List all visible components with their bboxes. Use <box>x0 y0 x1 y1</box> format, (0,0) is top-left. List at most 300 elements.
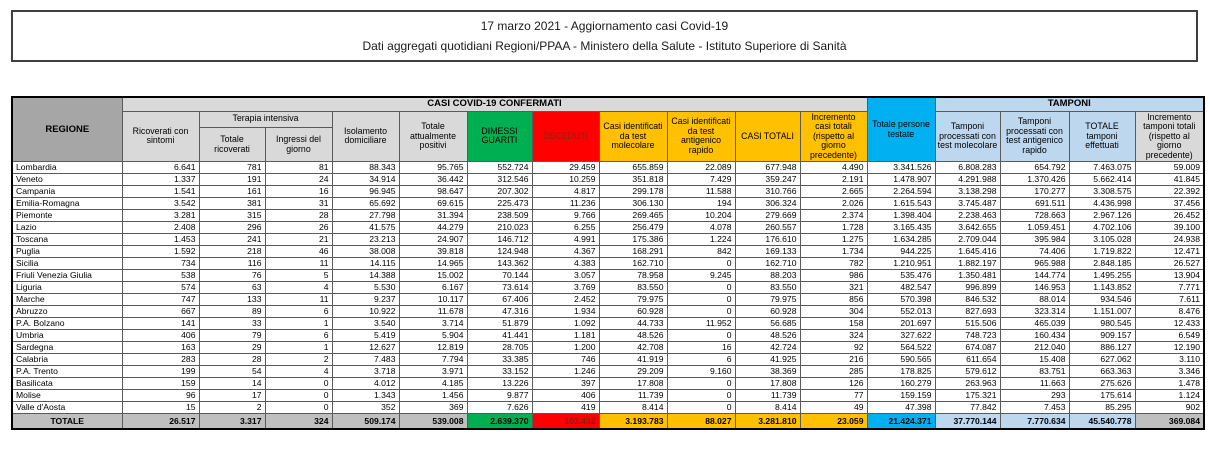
cell-deceduti: 746 <box>532 354 599 366</box>
cell-testate: 535.476 <box>867 270 935 282</box>
cell-incr-casi: 324 <box>800 330 867 342</box>
cell-guariti: 70.144 <box>467 270 532 282</box>
cell-positivi: 12.819 <box>399 342 467 354</box>
cell-deceduti: 419 <box>532 402 599 414</box>
cell-guariti: 210.023 <box>467 222 532 234</box>
cell-isolamento: 509.174 <box>332 414 399 430</box>
column-header-terapia-totale: Totale ricoverati <box>199 127 265 162</box>
cell-incr-casi: 321 <box>800 282 867 294</box>
cell-casi-mol: 79.975 <box>599 294 667 306</box>
cell-terapia-tot: 781 <box>199 162 265 174</box>
cell-casi-mol: 3.193.783 <box>599 414 667 430</box>
cell-tamp-ant: 1.059.451 <box>1000 222 1069 234</box>
region-name-cell: Sicilia <box>12 258 122 270</box>
cell-tamp-mol: 3.745.487 <box>935 198 1000 210</box>
region-name-cell: P.A. Trento <box>12 366 122 378</box>
cell-positivi: 10.117 <box>399 294 467 306</box>
cell-isolamento: 41.575 <box>332 222 399 234</box>
cell-incr-casi: 23.059 <box>800 414 867 430</box>
cell-ricoverati: 26.517 <box>122 414 199 430</box>
cell-casi-ant: 842 <box>667 246 735 258</box>
cell-positivi: 39.818 <box>399 246 467 258</box>
cell-isolamento: 5.419 <box>332 330 399 342</box>
cell-casi-ant: 194 <box>667 198 735 210</box>
cell-testate: 3.341.526 <box>867 162 935 174</box>
cell-positivi: 36.442 <box>399 174 467 186</box>
cell-casi-mol: 44.733 <box>599 318 667 330</box>
cell-tamp-tot: 5.662.414 <box>1069 174 1135 186</box>
cell-terapia-tot: 381 <box>199 198 265 210</box>
cell-guariti: 41.441 <box>467 330 532 342</box>
cell-positivi: 5.904 <box>399 330 467 342</box>
cell-incr-tamp: 59.009 <box>1135 162 1204 174</box>
cell-terapia-tot: 3.317 <box>199 414 265 430</box>
table-row <box>12 198 1204 210</box>
cell-tamp-ant: 395.984 <box>1000 234 1069 246</box>
column-header-regione: REGIONE <box>12 97 122 162</box>
cell-tamp-mol: 515.506 <box>935 318 1000 330</box>
cell-terapia-tot: 133 <box>199 294 265 306</box>
cell-ricoverati: 406 <box>122 330 199 342</box>
table-row <box>12 402 1204 414</box>
cell-incr-tamp: 3.110 <box>1135 354 1204 366</box>
cell-isolamento: 1.343 <box>332 390 399 402</box>
cell-incr-tamp: 39.100 <box>1135 222 1204 234</box>
column-header-isolamento: Isolamento domiciliare <box>332 111 399 162</box>
cell-tamp-tot: 886.127 <box>1069 342 1135 354</box>
cell-casi-ant: 11.952 <box>667 318 735 330</box>
region-name-cell: Umbria <box>12 330 122 342</box>
cell-positivi: 69.615 <box>399 198 467 210</box>
cell-deceduti: 397 <box>532 378 599 390</box>
cell-casi-mol: 11.739 <box>599 390 667 402</box>
cell-casi-tot: 42.724 <box>735 342 800 354</box>
cell-incr-tamp: 41.845 <box>1135 174 1204 186</box>
table-row <box>12 246 1204 258</box>
cell-positivi: 6.167 <box>399 282 467 294</box>
table-row <box>12 342 1204 354</box>
cell-terapia-ing: 5 <box>265 270 332 282</box>
cell-isolamento: 12.627 <box>332 342 399 354</box>
cell-guariti: 33.385 <box>467 354 532 366</box>
cell-terapia-ing: 81 <box>265 162 332 174</box>
cell-tamp-tot: 1.151.007 <box>1069 306 1135 318</box>
cell-incr-casi: 77 <box>800 390 867 402</box>
cell-terapia-ing: 324 <box>265 414 332 430</box>
cell-tamp-ant: 15.408 <box>1000 354 1069 366</box>
cell-tamp-ant: 1.370.426 <box>1000 174 1069 186</box>
cell-incr-casi: 2.026 <box>800 198 867 210</box>
cell-ricoverati: 163 <box>122 342 199 354</box>
cell-isolamento: 14.388 <box>332 270 399 282</box>
cell-casi-mol: 42.708 <box>599 342 667 354</box>
cell-casi-ant: 4.078 <box>667 222 735 234</box>
cell-ricoverati: 1.592 <box>122 246 199 258</box>
region-name-cell: Piemonte <box>12 210 122 222</box>
cell-isolamento: 10.922 <box>332 306 399 318</box>
cell-guariti: 73.614 <box>467 282 532 294</box>
cell-casi-tot: 8.414 <box>735 402 800 414</box>
cell-incr-casi: 92 <box>800 342 867 354</box>
cell-guariti: 47.316 <box>467 306 532 318</box>
cell-isolamento: 34.914 <box>332 174 399 186</box>
cell-casi-mol: 306.130 <box>599 198 667 210</box>
cell-casi-mol: 60.928 <box>599 306 667 318</box>
cell-testate: 1.398.404 <box>867 210 935 222</box>
cell-casi-tot: 169.133 <box>735 246 800 258</box>
column-header-incremento-casi: Incremento casi totali (rispetto al giorno precedente) <box>800 111 867 162</box>
cell-incr-tamp: 12.190 <box>1135 342 1204 354</box>
cell-terapia-tot: 218 <box>199 246 265 258</box>
cell-terapia-tot: 191 <box>199 174 265 186</box>
region-name-cell: Abruzzo <box>12 306 122 318</box>
cell-casi-ant: 88.027 <box>667 414 735 430</box>
region-name-cell: Calabria <box>12 354 122 366</box>
cell-deceduti: 29.459 <box>532 162 599 174</box>
cell-incr-tamp: 3.346 <box>1135 366 1204 378</box>
cell-casi-tot: 162.710 <box>735 258 800 270</box>
cell-incr-casi: 986 <box>800 270 867 282</box>
column-header-attualmente-positivi: Totale attualmente positivi <box>399 111 467 162</box>
cell-incr-casi: 49 <box>800 402 867 414</box>
cell-incr-tamp: 902 <box>1135 402 1204 414</box>
cell-isolamento: 9.237 <box>332 294 399 306</box>
cell-deceduti: 1.092 <box>532 318 599 330</box>
cell-guariti: 67.406 <box>467 294 532 306</box>
cell-tamp-ant: 965.988 <box>1000 258 1069 270</box>
cell-positivi: 4.185 <box>399 378 467 390</box>
cell-tamp-tot: 1.495.255 <box>1069 270 1135 282</box>
cell-tamp-ant: 83.751 <box>1000 366 1069 378</box>
cell-tamp-ant: 212.040 <box>1000 342 1069 354</box>
cell-tamp-tot: 3.105.028 <box>1069 234 1135 246</box>
table-row <box>12 330 1204 342</box>
cell-casi-ant: 0 <box>667 294 735 306</box>
cell-tamp-tot: 980.545 <box>1069 318 1135 330</box>
cell-casi-ant: 7.429 <box>667 174 735 186</box>
cell-tamp-mol: 4.291.988 <box>935 174 1000 186</box>
cell-positivi: 24.907 <box>399 234 467 246</box>
cell-isolamento: 352 <box>332 402 399 414</box>
cell-terapia-ing: 28 <box>265 210 332 222</box>
cell-tamp-ant: 728.663 <box>1000 210 1069 222</box>
cell-casi-ant: 1.224 <box>667 234 735 246</box>
cell-terapia-tot: 76 <box>199 270 265 282</box>
cell-terapia-ing: 26 <box>265 222 332 234</box>
cell-casi-mol: 256.479 <box>599 222 667 234</box>
cell-isolamento: 7.483 <box>332 354 399 366</box>
cell-casi-ant: 16 <box>667 342 735 354</box>
cell-guariti: 143.362 <box>467 258 532 270</box>
cell-incr-casi: 126 <box>800 378 867 390</box>
cell-tamp-tot: 909.157 <box>1069 330 1135 342</box>
cell-terapia-ing: 1 <box>265 342 332 354</box>
cell-isolamento: 3.718 <box>332 366 399 378</box>
cell-incr-casi: 216 <box>800 354 867 366</box>
cell-casi-tot: 17.808 <box>735 378 800 390</box>
cell-incr-tamp: 1.478 <box>1135 378 1204 390</box>
cell-casi-mol: 175.386 <box>599 234 667 246</box>
cell-isolamento: 14.115 <box>332 258 399 270</box>
cell-incr-casi: 304 <box>800 306 867 318</box>
cell-tamp-tot: 45.540.778 <box>1069 414 1135 430</box>
region-name-cell: Toscana <box>12 234 122 246</box>
cell-positivi: 98.647 <box>399 186 467 198</box>
cell-terapia-ing: 24 <box>265 174 332 186</box>
cell-positivi: 11.678 <box>399 306 467 318</box>
column-header-tamponi-totale: TOTALE tamponi effettuati <box>1069 111 1135 162</box>
cell-casi-tot: 306.324 <box>735 198 800 210</box>
cell-tamp-ant: 323.314 <box>1000 306 1069 318</box>
cell-isolamento: 65.692 <box>332 198 399 210</box>
cell-tamp-tot: 663.363 <box>1069 366 1135 378</box>
cell-tamp-mol: 77.842 <box>935 402 1000 414</box>
cell-casi-ant: 0 <box>667 378 735 390</box>
cell-casi-mol: 83.550 <box>599 282 667 294</box>
cell-incr-casi: 856 <box>800 294 867 306</box>
cell-guariti: 2.639.370 <box>467 414 532 430</box>
cell-ricoverati: 734 <box>122 258 199 270</box>
cell-terapia-tot: 33 <box>199 318 265 330</box>
cell-incr-tamp: 26.452 <box>1135 210 1204 222</box>
cell-ricoverati: 538 <box>122 270 199 282</box>
column-header-persone-testate: Totale persone testate <box>867 97 935 162</box>
cell-testate: 1.478.907 <box>867 174 935 186</box>
cell-deceduti: 406 <box>532 390 599 402</box>
cell-incr-tamp: 6.549 <box>1135 330 1204 342</box>
cell-ricoverati: 3.542 <box>122 198 199 210</box>
cell-testate: 944.225 <box>867 246 935 258</box>
cell-isolamento: 23.213 <box>332 234 399 246</box>
cell-positivi: 3.714 <box>399 318 467 330</box>
cell-casi-mol: 269.465 <box>599 210 667 222</box>
column-header-tamponi-antigenico: Tamponi processati con test antigenico rapido <box>1000 111 1069 162</box>
cell-testate: 327.622 <box>867 330 935 342</box>
cell-incr-tamp: 24.938 <box>1135 234 1204 246</box>
cell-tamp-tot: 2.967.126 <box>1069 210 1135 222</box>
cell-guariti: 238.509 <box>467 210 532 222</box>
cell-casi-tot: 48.526 <box>735 330 800 342</box>
cell-testate: 482.547 <box>867 282 935 294</box>
cell-tamp-ant: 170.277 <box>1000 186 1069 198</box>
cell-incr-casi: 4.490 <box>800 162 867 174</box>
cell-incr-tamp: 12.471 <box>1135 246 1204 258</box>
cell-terapia-tot: 161 <box>199 186 265 198</box>
cell-casi-ant: 0 <box>667 282 735 294</box>
cell-casi-ant: 0 <box>667 306 735 318</box>
cell-incr-tamp: 22.392 <box>1135 186 1204 198</box>
cell-casi-tot: 83.550 <box>735 282 800 294</box>
cell-tamp-ant: 654.792 <box>1000 162 1069 174</box>
cell-terapia-ing: 11 <box>265 294 332 306</box>
cell-tamp-mol: 2.709.044 <box>935 234 1000 246</box>
table-row <box>12 318 1204 330</box>
report-title-line1: 17 marzo 2021 - Aggiornamento casi Covid-19 <box>480 18 729 33</box>
cell-tamp-tot: 4.436.998 <box>1069 198 1135 210</box>
cell-tamp-ant: 11.663 <box>1000 378 1069 390</box>
cell-casi-ant: 10.204 <box>667 210 735 222</box>
table-row <box>12 354 1204 366</box>
cell-terapia-tot: 89 <box>199 306 265 318</box>
cell-testate: 1.634.285 <box>867 234 935 246</box>
cell-tamp-tot: 2.848.185 <box>1069 258 1135 270</box>
table-row <box>12 210 1204 222</box>
cell-positivi: 539.008 <box>399 414 467 430</box>
header-sub-row <box>12 111 1204 127</box>
column-header-tamponi-molecolare: Tamponi processati con test molecolare <box>935 111 1000 162</box>
cell-casi-tot: 260.557 <box>735 222 800 234</box>
cell-tamp-mol: 3.642.655 <box>935 222 1000 234</box>
cell-testate: 590.565 <box>867 354 935 366</box>
column-header-incremento-tamponi: Incremento tamponi totali (rispetto al giorno precedente) <box>1135 111 1204 162</box>
cell-tamp-ant: 160.434 <box>1000 330 1069 342</box>
cell-casi-ant: 22.089 <box>667 162 735 174</box>
cell-casi-tot: 38.369 <box>735 366 800 378</box>
cell-testate: 1.210.951 <box>867 258 935 270</box>
cell-terapia-ing: 0 <box>265 402 332 414</box>
covid-data-table <box>11 96 1205 430</box>
cell-isolamento: 5.530 <box>332 282 399 294</box>
cell-deceduti: 3.057 <box>532 270 599 282</box>
region-name-cell: Basilicata <box>12 378 122 390</box>
cell-tamp-ant: 7.453 <box>1000 402 1069 414</box>
cell-terapia-tot: 63 <box>199 282 265 294</box>
cell-testate: 47.398 <box>867 402 935 414</box>
table-row <box>12 222 1204 234</box>
cell-casi-tot: 677.948 <box>735 162 800 174</box>
cell-ricoverati: 3.281 <box>122 210 199 222</box>
cell-casi-mol: 41.919 <box>599 354 667 366</box>
cell-tamp-mol: 846.532 <box>935 294 1000 306</box>
cell-testate: 570.398 <box>867 294 935 306</box>
cell-tamp-mol: 263.963 <box>935 378 1000 390</box>
table-row <box>12 282 1204 294</box>
region-name-cell: Lazio <box>12 222 122 234</box>
cell-guariti: 225.473 <box>467 198 532 210</box>
cell-casi-mol: 655.859 <box>599 162 667 174</box>
cell-terapia-tot: 2 <box>199 402 265 414</box>
cell-tamp-ant: 465.039 <box>1000 318 1069 330</box>
table-row <box>12 294 1204 306</box>
cell-ricoverati: 159 <box>122 378 199 390</box>
region-name-cell: Sardegna <box>12 342 122 354</box>
cell-terapia-tot: 241 <box>199 234 265 246</box>
header-group-row <box>12 97 1204 111</box>
region-name-cell: Campania <box>12 186 122 198</box>
cell-terapia-ing: 16 <box>265 186 332 198</box>
cell-casi-tot: 11.739 <box>735 390 800 402</box>
cell-deceduti: 1.181 <box>532 330 599 342</box>
cell-terapia-tot: 29 <box>199 342 265 354</box>
cell-tamp-mol: 175.321 <box>935 390 1000 402</box>
column-header-deceduti: DECEDUTI <box>532 111 599 162</box>
table-row <box>12 366 1204 378</box>
cell-tamp-tot: 3.308.575 <box>1069 186 1135 198</box>
cell-incr-tamp: 37.456 <box>1135 198 1204 210</box>
cell-casi-ant: 0 <box>667 330 735 342</box>
cell-terapia-ing: 6 <box>265 330 332 342</box>
cell-guariti: 51.879 <box>467 318 532 330</box>
cell-tamp-mol: 1.882.197 <box>935 258 1000 270</box>
column-header-casi-antigenico: Casi identificati da test antigenico rapido <box>667 111 735 162</box>
region-name-cell: Veneto <box>12 174 122 186</box>
cell-positivi: 15.002 <box>399 270 467 282</box>
cell-incr-tamp: 26.527 <box>1135 258 1204 270</box>
cell-guariti: 124.948 <box>467 246 532 258</box>
cell-tamp-tot: 1.143.852 <box>1069 282 1135 294</box>
cell-deceduti: 6.255 <box>532 222 599 234</box>
cell-incr-casi: 285 <box>800 366 867 378</box>
cell-tamp-mol: 2.238.463 <box>935 210 1000 222</box>
cell-tamp-mol: 1.350.481 <box>935 270 1000 282</box>
cell-tamp-tot: 175.614 <box>1069 390 1135 402</box>
cell-terapia-ing: 6 <box>265 306 332 318</box>
cell-testate: 178.825 <box>867 366 935 378</box>
region-name-cell: P.A. Bolzano <box>12 318 122 330</box>
cell-incr-casi: 2.665 <box>800 186 867 198</box>
cell-incr-casi: 2.191 <box>800 174 867 186</box>
cell-terapia-ing: 46 <box>265 246 332 258</box>
cell-casi-mol: 78.958 <box>599 270 667 282</box>
cell-tamp-mol: 827.693 <box>935 306 1000 318</box>
cell-testate: 564.522 <box>867 342 935 354</box>
cell-casi-mol: 299.178 <box>599 186 667 198</box>
cell-incr-casi: 158 <box>800 318 867 330</box>
cell-tamp-ant: 146.953 <box>1000 282 1069 294</box>
cell-deceduti: 1.200 <box>532 342 599 354</box>
cell-guariti: 146.712 <box>467 234 532 246</box>
cell-tamp-mol: 3.138.298 <box>935 186 1000 198</box>
cell-incr-tamp: 7.771 <box>1135 282 1204 294</box>
cell-casi-tot: 310.766 <box>735 186 800 198</box>
cell-casi-tot: 41.925 <box>735 354 800 366</box>
cell-terapia-tot: 54 <box>199 366 265 378</box>
cell-tamp-tot: 275.626 <box>1069 378 1135 390</box>
cell-tamp-tot: 7.463.075 <box>1069 162 1135 174</box>
cell-terapia-tot: 17 <box>199 390 265 402</box>
cell-incr-casi: 782 <box>800 258 867 270</box>
cell-ricoverati: 283 <box>122 354 199 366</box>
cell-casi-mol: 8.414 <box>599 402 667 414</box>
cell-tamp-mol: 674.087 <box>935 342 1000 354</box>
cell-casi-mol: 17.808 <box>599 378 667 390</box>
cell-testate: 2.264.594 <box>867 186 935 198</box>
region-name-cell: Emilia-Romagna <box>12 198 122 210</box>
cell-terapia-tot: 116 <box>199 258 265 270</box>
cell-tamp-ant: 74.406 <box>1000 246 1069 258</box>
cell-incr-casi: 1.734 <box>800 246 867 258</box>
cell-deceduti: 1.934 <box>532 306 599 318</box>
cell-tamp-ant: 691.511 <box>1000 198 1069 210</box>
cell-casi-mol: 29.209 <box>599 366 667 378</box>
cell-casi-ant: 0 <box>667 402 735 414</box>
cell-deceduti: 2.452 <box>532 294 599 306</box>
cell-tamp-ant: 293 <box>1000 390 1069 402</box>
cell-terapia-ing: 31 <box>265 198 332 210</box>
cell-tamp-mol: 748.723 <box>935 330 1000 342</box>
cell-tamp-mol: 37.770.144 <box>935 414 1000 430</box>
cell-isolamento: 27.798 <box>332 210 399 222</box>
cell-terapia-ing: 21 <box>265 234 332 246</box>
cell-tamp-mol: 6.808.283 <box>935 162 1000 174</box>
cell-tamp-ant: 144.774 <box>1000 270 1069 282</box>
group-header-terapia-intensiva: Terapia intensiva <box>199 111 332 127</box>
cell-guariti: 28.705 <box>467 342 532 354</box>
cell-terapia-ing: 4 <box>265 282 332 294</box>
report-header <box>11 10 1198 62</box>
region-name-cell: Lombardia <box>12 162 122 174</box>
cell-positivi: 14.965 <box>399 258 467 270</box>
